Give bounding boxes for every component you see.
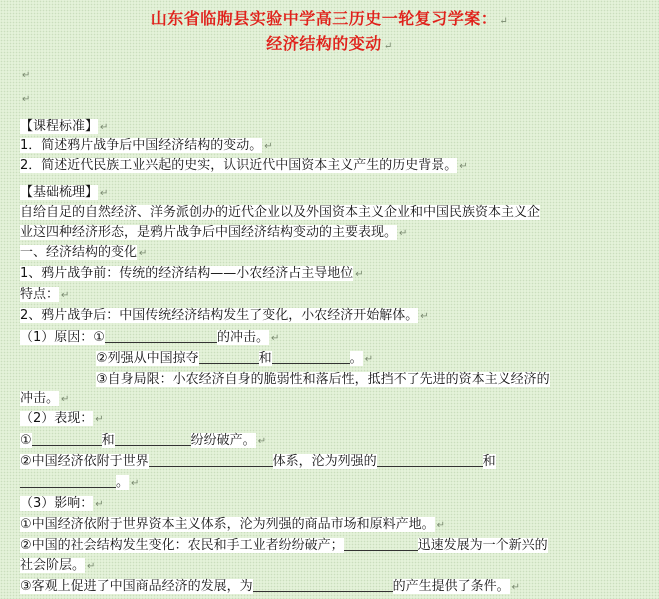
course-item: 1．简述鸦片战争后中国经济结构的变动。 ↵ xyxy=(20,138,273,153)
fill-blank[interactable] xyxy=(199,350,259,364)
document-subtitle xyxy=(0,31,659,54)
part-heading: 一、经济结构的变化 ↵ xyxy=(20,245,148,260)
performance-line-2: ②中国经济依附于世界 体系，沦为列强的 和 xyxy=(20,454,496,469)
intro-line: 业这四种经济形态，是鸦片战争后中国经济结构变动的主要表现。 ↵ xyxy=(20,225,408,240)
intro-line: 自给自足的自然经济、洋务派创办的近代企业以及外国资本主义企业和中国民族资本主义企 xyxy=(20,205,541,220)
impact-label: （3）影响： ↵ xyxy=(20,496,104,511)
document-title xyxy=(0,6,659,29)
paragraph-mark-icon: ↵ xyxy=(383,41,393,52)
performance-line-1: ① 和 纷纷破产。 ↵ xyxy=(20,433,267,448)
fill-blank[interactable] xyxy=(377,453,483,467)
cause-line-1: （1）原因：① 的冲击。 ↵ xyxy=(20,330,280,345)
cause-line-3: ③自身局限：小农经济自身的脆弱性和落后性，抵挡不了先进的资本主义经济的 xyxy=(96,372,550,387)
before-war-line: 1、鸦片战争前：传统的经济结构——小农经济占主导地位 ↵ xyxy=(20,266,364,281)
paragraph-mark-icon: ↵ xyxy=(22,94,31,105)
title-line-2: 经济结构的变动 xyxy=(266,34,382,53)
fill-blank[interactable] xyxy=(149,453,273,467)
fill-blank[interactable] xyxy=(32,432,102,446)
basics-heading: 【基础梳理】 ↵ xyxy=(20,185,109,200)
impact-line-1: ①中国经济依附于世界资本主义体系，沦为列强的商品市场和原料产地。 ↵ xyxy=(20,517,446,532)
after-war-line: 2、鸦片战争后：中国传统经济结构发生了变化，小农经济开始解体。 ↵ xyxy=(20,308,429,323)
impact-line-2-cont: 社会阶层。 ↵ xyxy=(20,558,96,573)
fill-blank[interactable] xyxy=(344,537,418,551)
features-line: 特点： ↵ xyxy=(20,287,70,302)
impact-line-3: ③客观上促进了中国商品经济的发展，为 的产生提供了条件。 ↵ xyxy=(20,579,521,594)
impact-line-2: ②中国的社会结构发生变化：农民和手工业者纷纷破产； 迅速发展为一个新兴的 xyxy=(20,538,548,553)
paragraph-mark-icon: ↵ xyxy=(22,70,31,81)
paragraph-mark-icon: ↵ xyxy=(499,16,509,27)
performance-line-2-cont: 。 ↵ xyxy=(20,474,139,492)
fill-blank[interactable] xyxy=(253,578,393,592)
empty-paragraph xyxy=(20,90,30,108)
cause-line-3-cont: 冲击。 ↵ xyxy=(20,391,70,406)
course-standard-heading: 【课程标准】 ↵ xyxy=(20,119,109,134)
fill-blank[interactable] xyxy=(115,432,191,446)
fill-blank[interactable] xyxy=(105,329,217,343)
title-line-1: 山东省临朐县实验中学高三历史一轮复习学案： xyxy=(150,9,498,28)
fill-blank[interactable] xyxy=(272,350,350,364)
cause-line-2: ②列强从中国掠夺 和 。 ↵ xyxy=(96,351,374,366)
empty-paragraph xyxy=(20,66,30,84)
fill-blank[interactable] xyxy=(20,474,116,488)
performance-label: （2）表现： ↵ xyxy=(20,411,104,426)
course-item: 2．简述近代民族工业兴起的史实，认识近代中国资本主义产生的历史背景。 ↵ xyxy=(20,158,468,173)
